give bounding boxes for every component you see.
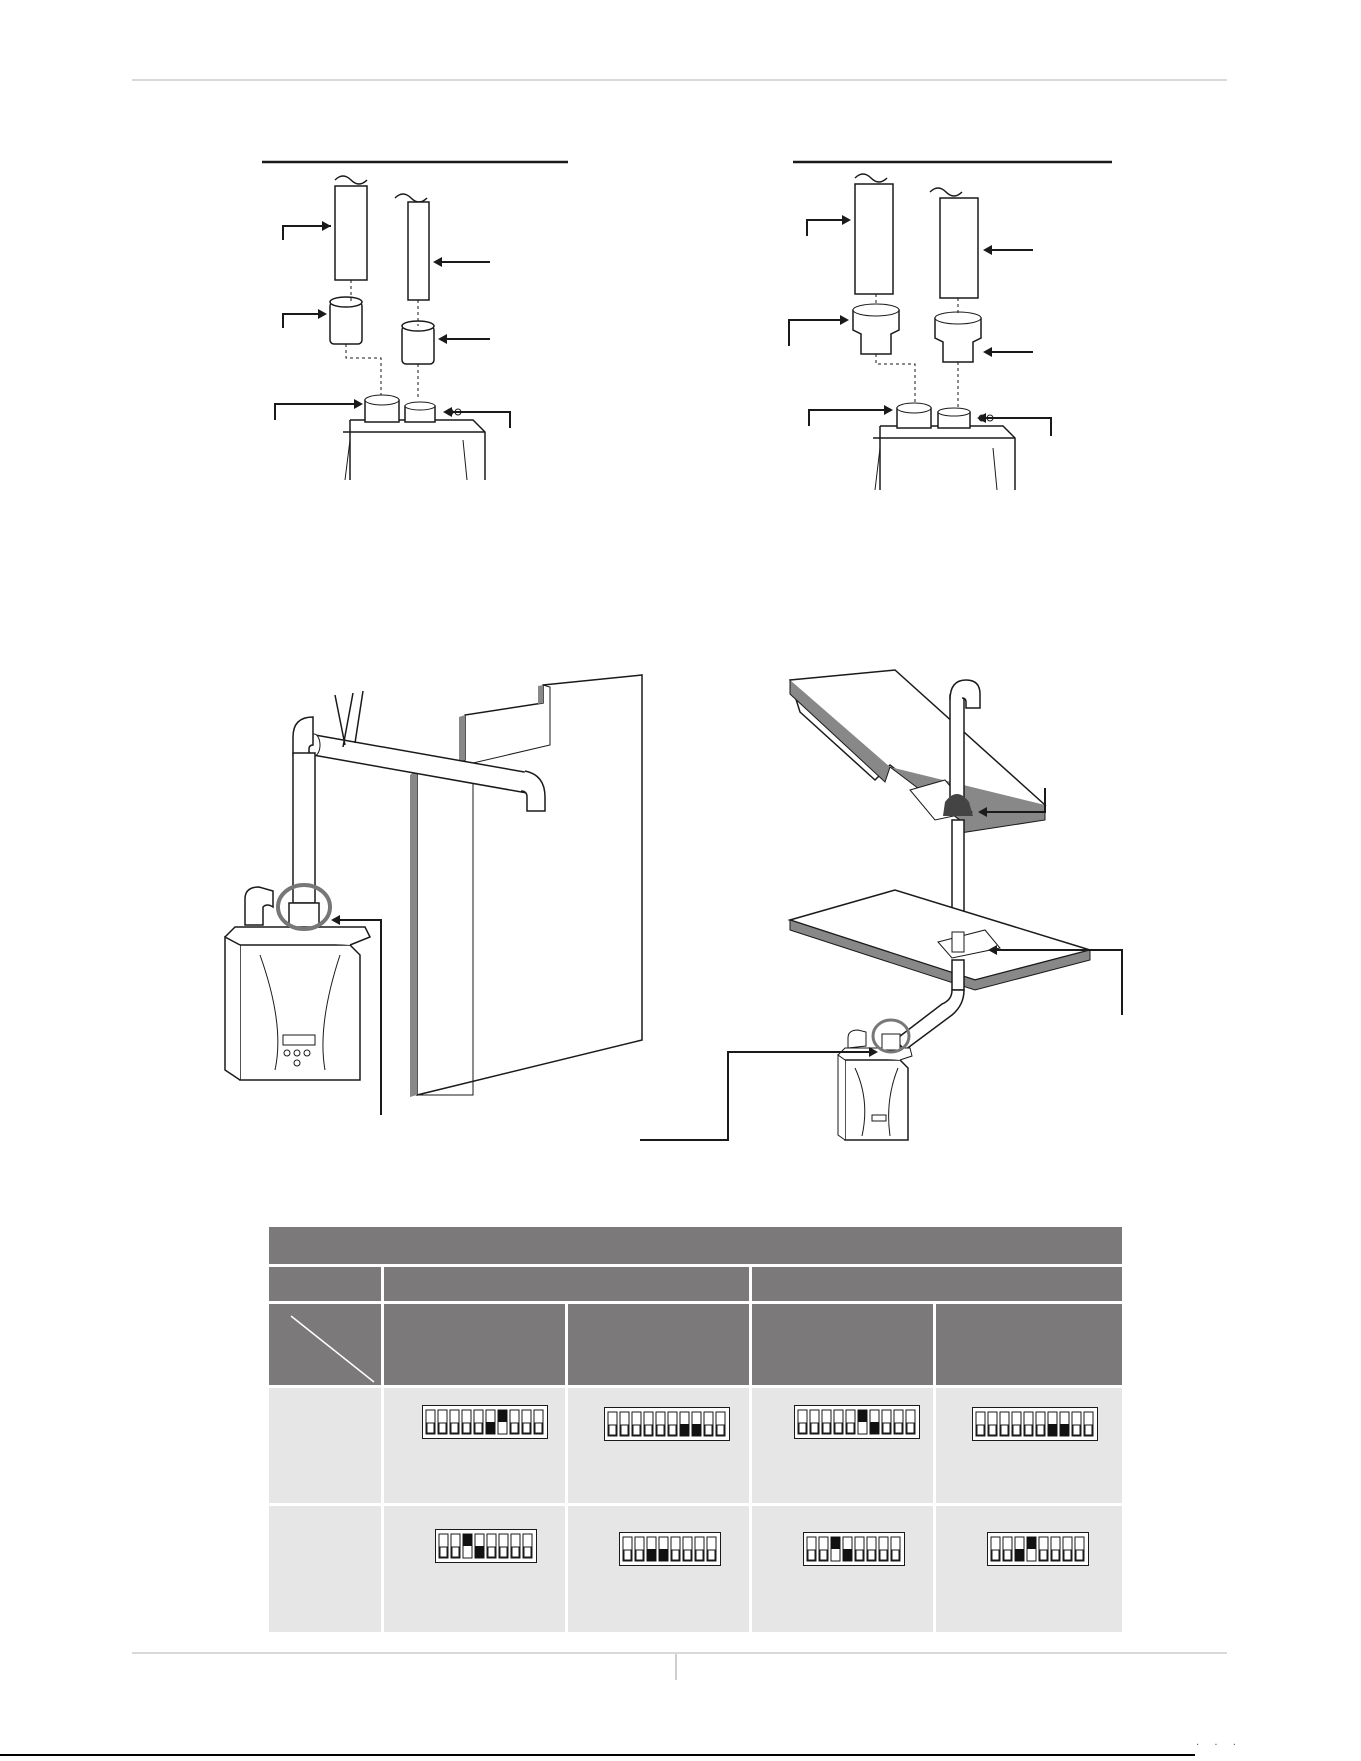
dip-cell (384, 1506, 568, 1632)
dip-switch-10-position (794, 1405, 920, 1444)
dip-switch-knob-on (1060, 1424, 1069, 1436)
vent-adapter-diagram-right (785, 150, 1115, 490)
dip-cell (752, 1388, 936, 1506)
table-group-header-2 (752, 1267, 1122, 1304)
roof-vent-installation-illustration (640, 670, 1120, 1160)
bottom-border (0, 1754, 1195, 1756)
dip-switch-8-position (619, 1532, 721, 1571)
dip-switch-knob-on (463, 1534, 472, 1546)
corner-marks: · · · (1196, 1740, 1242, 1751)
dip-switch-8-position (435, 1529, 537, 1568)
dip-switch-10-position (604, 1407, 730, 1446)
vent-adapter-diagram-left (255, 150, 555, 480)
dip-cell (568, 1506, 752, 1632)
table-subheader-1 (384, 1304, 568, 1388)
dip-cell (752, 1506, 936, 1632)
dip-switch-10-position (422, 1405, 548, 1444)
table-row-label-2 (269, 1506, 384, 1632)
dip-switch-knob-on (870, 1422, 879, 1434)
dip-cell (568, 1388, 752, 1506)
dip-switch-knob-on (692, 1424, 701, 1436)
dip-switch-8-position (987, 1532, 1089, 1571)
header-rule (132, 79, 1227, 81)
table-diagonal-header (269, 1304, 384, 1388)
table-group-header-1 (384, 1267, 752, 1304)
table-subheader-2 (568, 1304, 752, 1388)
page-number-divider (675, 1654, 677, 1680)
dip-switch-knob-on (1048, 1424, 1057, 1436)
dip-cell (384, 1388, 568, 1506)
dip-switch-knob-on (831, 1537, 840, 1549)
dip-switch-knob-on (486, 1422, 495, 1434)
dip-switch-knob-on (647, 1549, 656, 1561)
dip-switch-knob-on (659, 1549, 668, 1561)
table-subheader-3 (752, 1304, 936, 1388)
dip-switch-10-position (972, 1407, 1098, 1446)
dip-switch-settings-table (269, 1227, 1122, 1632)
dip-cell (936, 1388, 1122, 1506)
footer-rule (132, 1652, 1227, 1654)
dip-switch-knob-on (858, 1410, 867, 1422)
table-row-label-1 (269, 1388, 384, 1506)
table-subheader-4 (936, 1304, 1122, 1388)
dip-switch-knob-on (843, 1549, 852, 1561)
dip-switch-knob-on (475, 1546, 484, 1558)
dip-switch-knob-on (1027, 1537, 1036, 1549)
dip-switch-8-position (803, 1532, 905, 1571)
wall-vent-installation-illustration (205, 675, 645, 1115)
dip-switch-knob-on (1015, 1549, 1024, 1561)
table-title-row (269, 1227, 1122, 1267)
dip-switch-knob-on (498, 1410, 507, 1422)
dip-switch-knob-on (680, 1424, 689, 1436)
dip-cell (936, 1506, 1122, 1632)
table-header-corner (269, 1267, 384, 1304)
